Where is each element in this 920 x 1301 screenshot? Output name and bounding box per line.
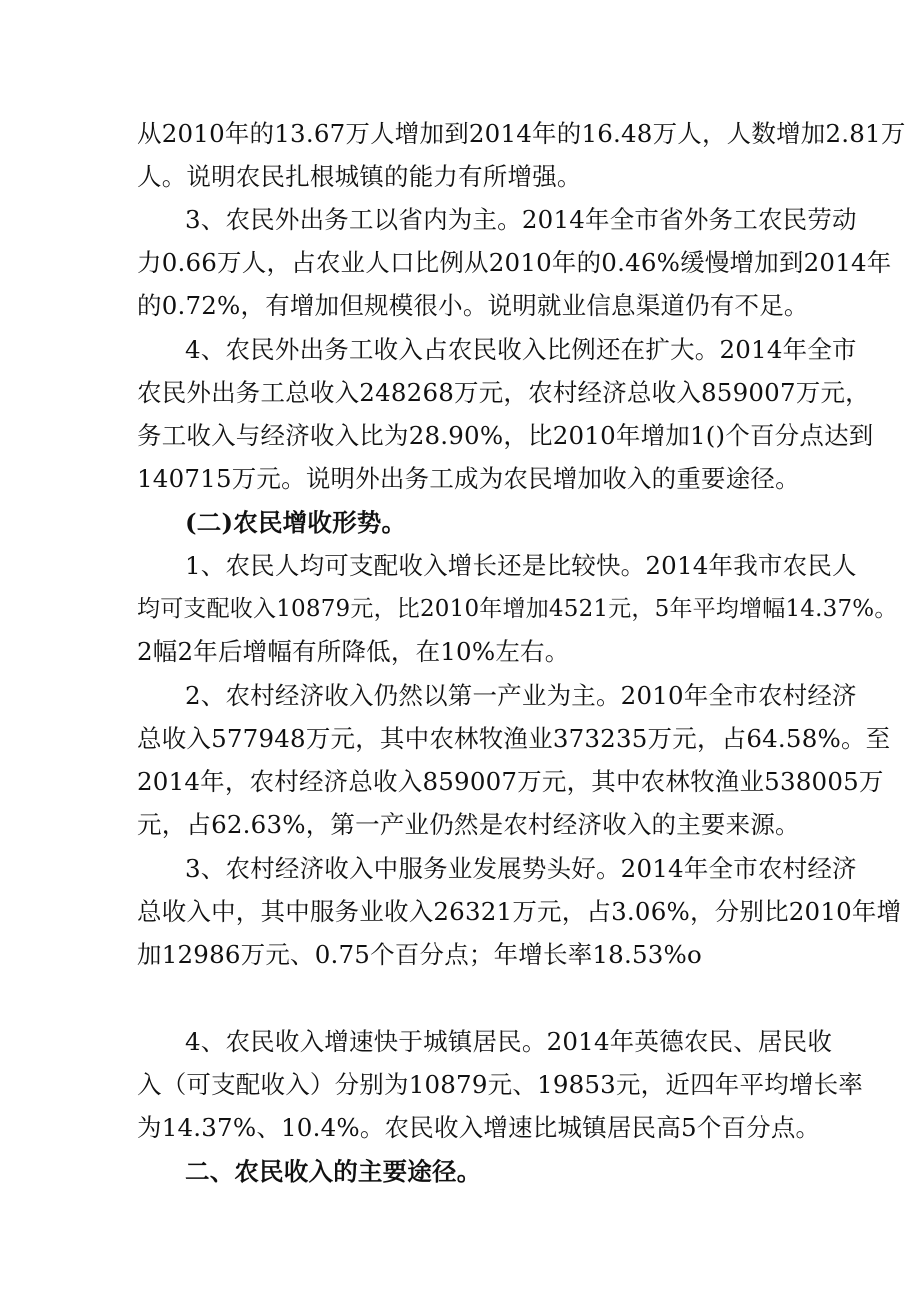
text-line-19: 总收入中，其中服务业收入26321万元，占3.06%，分别比2010年增 [137,897,902,926]
text-line-7: 农民外出务工总收入248268万元，农村经济总收入859007万元， [137,378,870,407]
text-line-14: 2、农村经济收入仍然以第一产业为主。2010年全市农村经济 [185,681,857,710]
text-line-6: 4、农民外出务工收入占农民收入比例还在扩大。2014年全市 [185,335,857,364]
text-line-13: 2幅2年后增幅有所降低，在10%左右。 [137,637,570,666]
text-line-23: 为14.37%、10.4%。农民收入增速比城镇居民高5个百分点。 [137,1113,821,1142]
section-heading-income-channels: 二、农民收入的主要途径。 [185,1157,482,1186]
text-line-17: 元，占62.63%，第一产业仍然是农村经济收入的主要来源。 [137,810,800,839]
text-line-1: 从2010年的13.67万人增加到2014年的16.48万人，人数增加2.81万 [137,119,906,148]
text-line-4: 力0.66万人，占农业人口比例从2010年的0.46%缓慢增加到2014年 [137,248,892,277]
text-line-3: 3、农民外出务工以省内为主。2014年全市省外务工农民劳动 [185,205,857,234]
section-heading-income-trend: (二)农民增收形势。 [185,508,407,537]
text-line-22: 入（可支配收入）分别为10879元、19853元，近四年平均增长率 [137,1070,863,1099]
text-line-20: 加12986万元、0.75个百分点；年增长率18.53%o [137,940,702,969]
text-line-16: 2014年，农村经济总收入859007万元，其中农林牧渔业538005万 [137,767,884,796]
text-line-5: 的0.72%，有增加但规模很小。说明就业信息渠道仍有不足。 [137,291,809,320]
text-line-2: 人。说明农民扎根城镇的能力有所增强。 [137,162,582,191]
text-line-21: 4、农民收入增速快于城镇居民。2014年英德农民、居民收 [185,1027,833,1056]
text-line-18: 3、农村经济收入中服务业发展势头好。2014年全市农村经济 [185,854,857,883]
text-line-9: 140715万元。说明外出务工成为农民增加收入的重要途径。 [137,464,800,493]
text-line-11: 1、农民人均可支配收入增长还是比较快。2014年我市农民人 [185,551,857,580]
text-line-8: 务工收入与经济收入比为28.90%，比2010年增加1()个百分点达到 [137,421,874,450]
text-line-15: 总收入577948万元，其中农林牧渔业373235万元，占64.58%。至 [137,724,891,753]
text-line-12: 均可支配收入10879元，比2010年增加4521元，5年平均增幅14.37%。 [137,596,898,622]
